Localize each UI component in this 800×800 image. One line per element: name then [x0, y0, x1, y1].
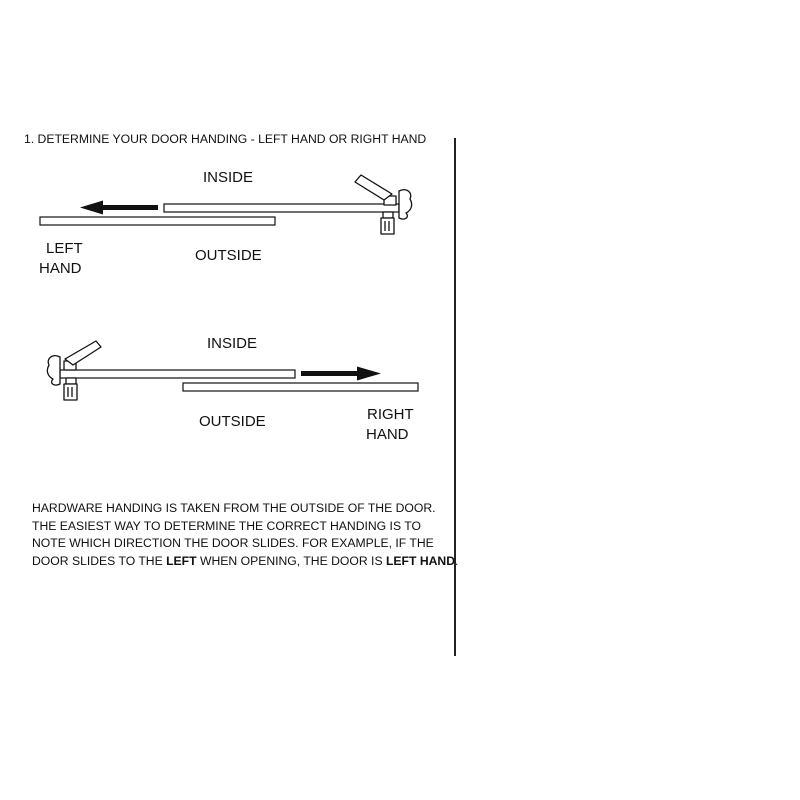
right-inside-door-panel: [60, 370, 295, 378]
left-outside-label: OUTSIDE: [195, 247, 262, 264]
left-inside-label: INSIDE: [203, 169, 254, 186]
note-left-hand-emphasis: LEFT HAND: [385, 553, 456, 568]
vertical-divider: [454, 138, 459, 656]
left-hand-diagram: [40, 175, 412, 234]
handing-note: [32, 500, 462, 570]
right-outside-door-panel: [183, 383, 418, 391]
left-hand-label-line1: LEFT: [46, 240, 83, 257]
right-outside-label: OUTSIDE: [199, 413, 266, 430]
left-slide-arrow: [80, 201, 158, 215]
left-inside-door-panel: [164, 204, 399, 212]
right-slide-arrow: [301, 367, 381, 381]
note-line-3: NOTE WHICH DIRECTION THE DOOR SLIDES. FOR EXAMPLE, IF THE: [32, 536, 434, 550]
note-line-4-period: .: [455, 553, 459, 568]
note-line-4: [32, 553, 462, 571]
step-title: 1. DETERMINE YOUR DOOR HANDING - LEFT HAND OR RIGHT HAND: [24, 132, 427, 146]
note-line-4-text-c: WHEN OPENING, THE DOOR IS: [196, 553, 386, 568]
note-line-2: THE EASIEST WAY TO DETERMINE THE CORRECT HANDING IS TO: [32, 518, 421, 533]
right-hand-diagram: [47, 341, 418, 400]
right-inside-label: INSIDE: [207, 335, 258, 352]
note-line-1: HARDWARE HANDING IS TAKEN FROM THE OUTSIDE OF THE DOOR.: [32, 501, 436, 515]
note-line-4-text-a: DOOR SLIDES TO THE: [32, 553, 167, 568]
note-left-emphasis: LEFT: [166, 553, 197, 568]
right-hand-label-line2: HAND: [366, 426, 409, 443]
right-hand-label-line1: RIGHT: [367, 406, 414, 423]
left-outside-door-panel: [40, 217, 275, 225]
left-hand-label-line2: HAND: [39, 260, 82, 277]
